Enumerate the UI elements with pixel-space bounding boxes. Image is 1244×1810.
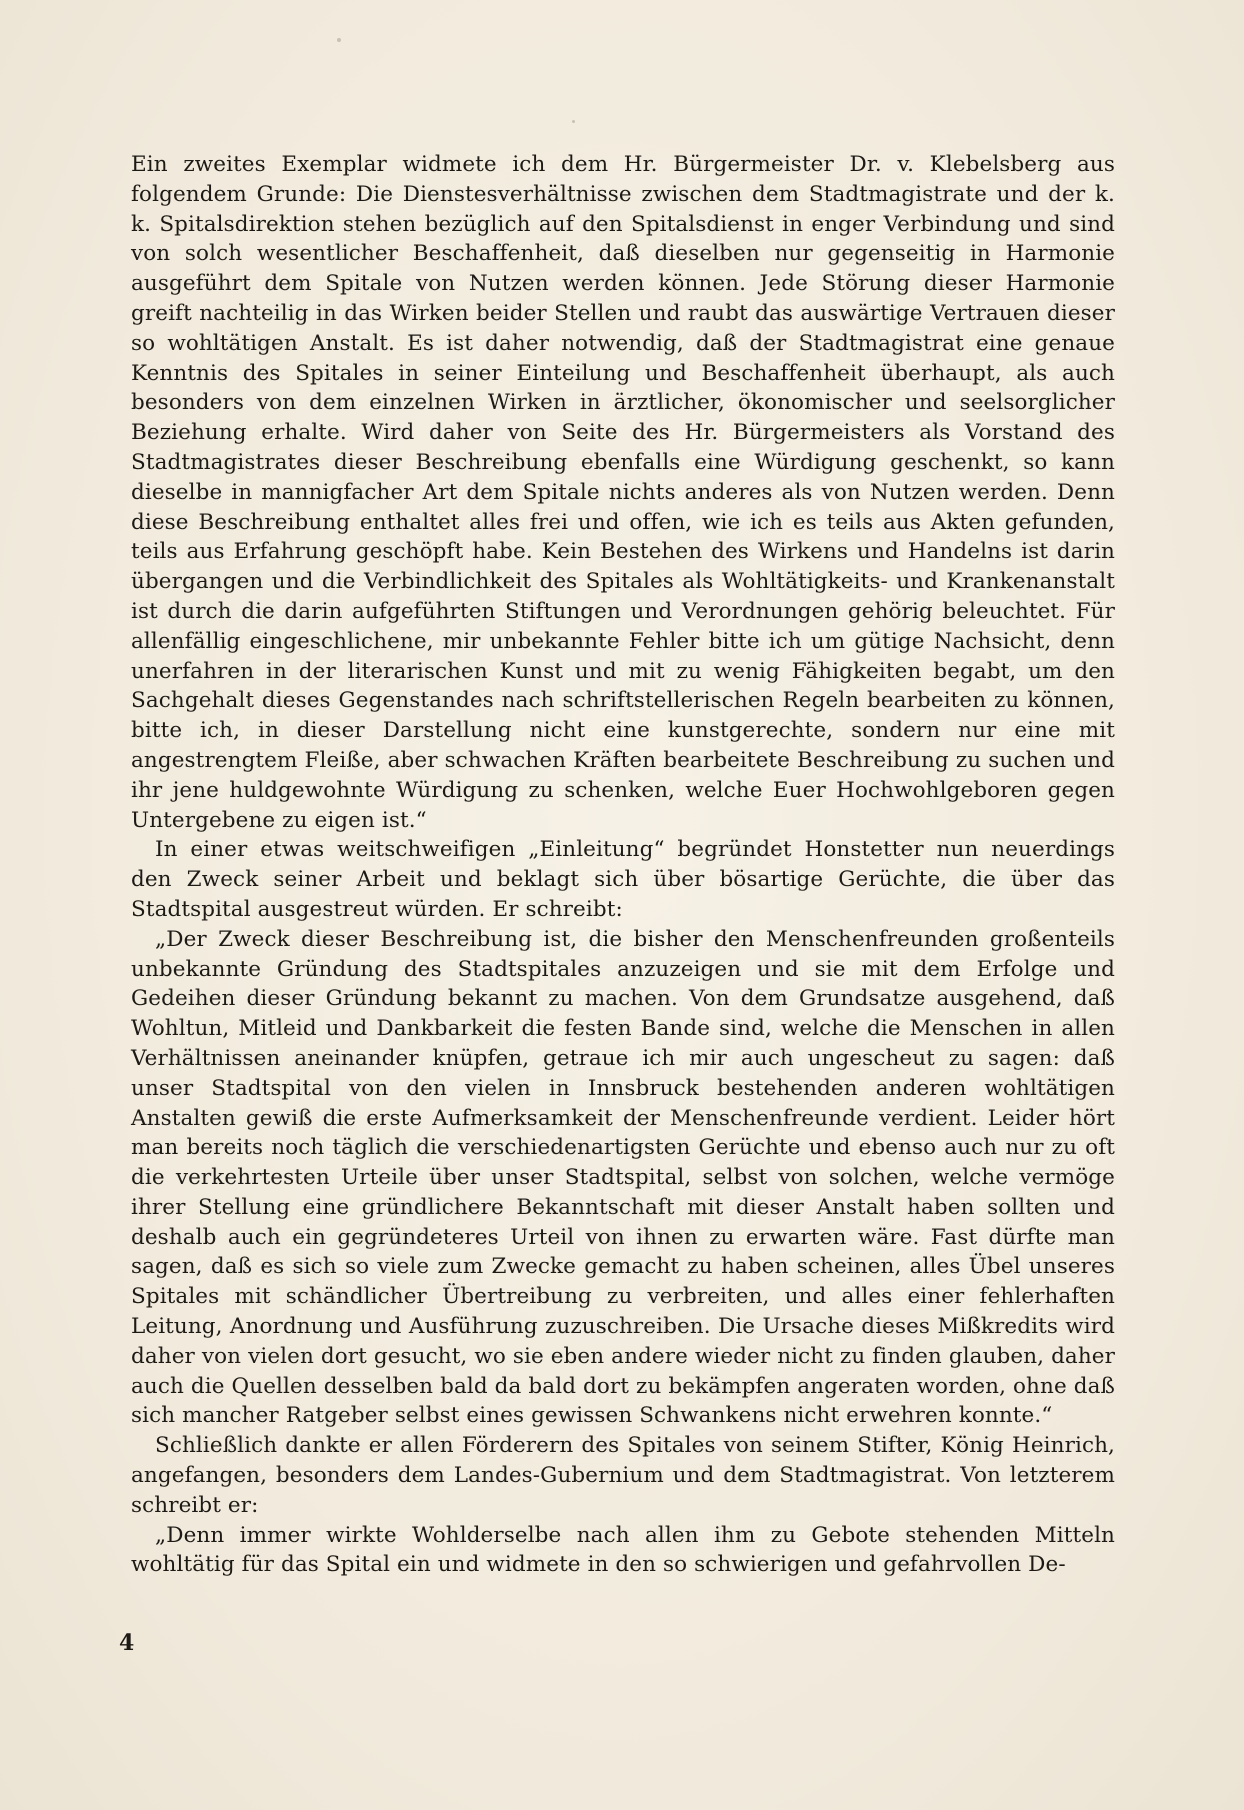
paragraph-5: „Denn immer wirkte Wohlderselbe nach allen ihm zu Gebote stehenden Mitteln wohltätig für das Spital ein und widmete in den so schwierigen und gefahrvollen De- (131, 1522, 1115, 1578)
page-number: 4 (119, 1630, 135, 1656)
paragraph-2: In einer etwas weitschweifigen „Einleitung“ begründet Honstetter nun neuerdings den Zweck seiner Arbeit und beklagt sich über bösartige Gerüchte, die über das Stadtspital ausgestreut würden. Er schreibt: (131, 837, 1115, 922)
paper-speck (337, 38, 341, 42)
paper-speck (572, 120, 575, 123)
paragraph-4: Schließlich dankte er allen Förderern des Spitales von seinem Stifter, König Heinrich, angefangen, besonders dem Landes-Gubernium und dem Stadtmagistrat. Von letzterem schreibt er: (131, 1433, 1115, 1518)
paragraph-3: „Der Zweck dieser Beschreibung ist, die bisher den Menschenfreunden großenteils unbekannte Gründung des Stadtspitales anzuzeigen und sie mit dem Erfolge und Gedeihen dieser Gründung bekannt zu machen. Von dem Grundsatze ausgehend, daß Wohltun, Mitleid und Dankbarkeit die festen Bande sind, welche die Menschen in allen Verhältnissen aneinander knüpfen, getraue ich mir auch ungescheut zu sagen: daß unser Stadtspital von den vielen in Innsbruck bestehenden anderen wohltätigen Anstalten gewiß die erste Aufmerksamkeit der Menschenfreunde verdient. Leider hört man bereits noch täglich die verschiedenartigsten Gerüchte und ebenso auch nur zu oft die verkehrtesten Urteile über unser Stadtspital, selbst von solchen, welche vermöge ihrer Stellung eine gründlichere Bekanntschaft mit dieser Anstalt haben sollten und deshalb auch ein gegründeteres Urteil von ihnen zu erwarten wäre. Fast dürfte man sagen, daß es sich so viele zum Zwecke gemacht zu haben scheinen, alles Übel unseres Spitales mit schändlicher Übertreibung zu verbreiten, und alles einer fehlerhaften Leitung, Anordnung und Ausführung zuzuschreiben. Die Ursache dieses Mißkredits wird daher von vielen dort gesucht, wo sie eben andere wieder nicht zu finden glauben, daher auch die Quellen desselben bald da bald dort zu bekämpfen angeraten worden, ohne daß sich mancher Ratgeber selbst eines gewissen Schwankens nicht erwehren konnte.“ (131, 926, 1115, 1429)
paragraph-1: Ein zweites Exemplar widmete ich dem Hr. Bürgermeister Dr. v. Klebelsberg aus folgendem Grunde: Die Dienstesverhältnisse zwischen dem Stadtmagistrate und der k. k. Spitalsdirektion stehen bezüglich auf den Spitalsdienst in enger Verbindung und sind von solch wesentlicher Beschaffenheit, daß dieselben nur gegenseitig in Harmonie ausgeführt dem Spitale von Nutzen werden können. Jede Störung dieser Harmonie greift nachteilig in das Wirken beider Stellen und raubt das auswärtige Vertrauen dieser so wohltätigen Anstalt. Es ist daher notwendig, daß der Stadtmagistrat eine genaue Kenntnis des Spitales in seiner Einteilung und Beschaffenheit überhaupt, als auch besonders von dem einzelnen Wirken in ärztlicher, ökonomischer und seelsorglicher Beziehung erhalte. Wird daher von Seite des Hr. Bürgermeisters als Vorstand des Stadtmagistrates dieser Beschreibung ebenfalls eine Würdigung geschenkt, so kann dieselbe in mannigfacher Art dem Spitale nichts anderes als von Nutzen werden. Denn diese Beschreibung enthaltet alles frei und offen, wie ich es teils aus Akten gefunden, teils aus Erfahrung geschöpft habe. Kein Bestehen des Wirkens und Handelns ist darin übergangen und die Verbindlichkeit des Spitales als Wohltätigkeits- und Krankenanstalt ist durch die darin aufgeführten Stiftungen und Verordnungen gehörig beleuchtet. Für allenfällig eingeschlichene, mir unbekannte Fehler bitte ich um gütige Nachsicht, denn unerfahren in der literarischen Kunst und mit zu wenig Fähigkeiten begabt, um den Sachgehalt dieses Gegenstandes nach schriftstellerischen Regeln bearbeiten zu können, bitte ich, in dieser Darstellung nicht eine kunstgerechte, sondern nur eine mit angestrengtem Fleiße, aber schwachen Kräften bearbeitete Beschreibung zu suchen und ihr jene huldgewohnte Würdigung zu schenken, welche Euer Hochwohlgeboren gegen Untergebene zu eigen ist.“ (131, 152, 1115, 833)
body-text (131, 150, 1115, 1580)
